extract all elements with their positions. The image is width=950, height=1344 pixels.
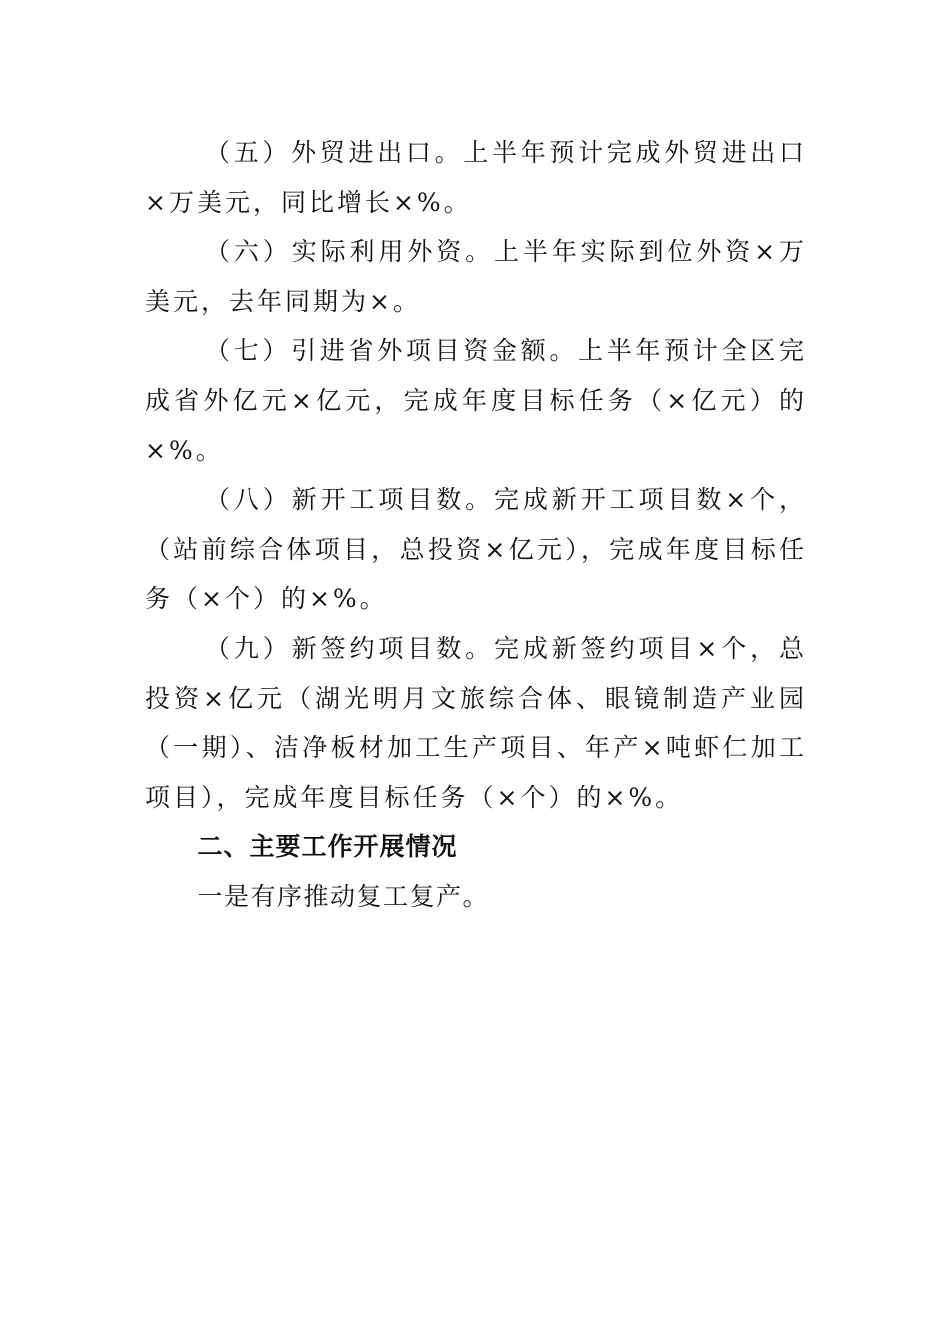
- section-heading: 二、主要工作开展情况: [197, 832, 458, 862]
- paragraph-new-projects-started: （八）新开工项目数。完成新开工项目数×个，（站前综合体项目，总投资×亿元），完成年度目标任务（×个）的×%。: [145, 485, 807, 614]
- document-body: [145, 128, 807, 922]
- paragraph-foreign-investment: （六）实际利用外资。上半年实际到位外资×万美元，去年同期为×。: [145, 237, 807, 316]
- paragraph-new-projects-signed: （九）新签约项目数。完成新签约项目×个，总投资×亿元（湖光明月文旅综合体、眼镜制造产业园（一期）、洁净板材加工生产项目、年产×吨虾仁加工项目），完成年度目标任务（×个）的×%。: [145, 633, 807, 812]
- paragraph-foreign-trade: （五）外贸进出口。上半年预计完成外贸进出口×万美元，同比增长×%。: [145, 138, 807, 217]
- paragraph-out-of-province-funds: （七）引进省外项目资金额。上半年预计全区完成省外亿元×亿元，完成年度目标任务（×亿元）的×%。: [145, 336, 807, 465]
- subsection-text: 一是有序推动复工复产。: [197, 881, 490, 911]
